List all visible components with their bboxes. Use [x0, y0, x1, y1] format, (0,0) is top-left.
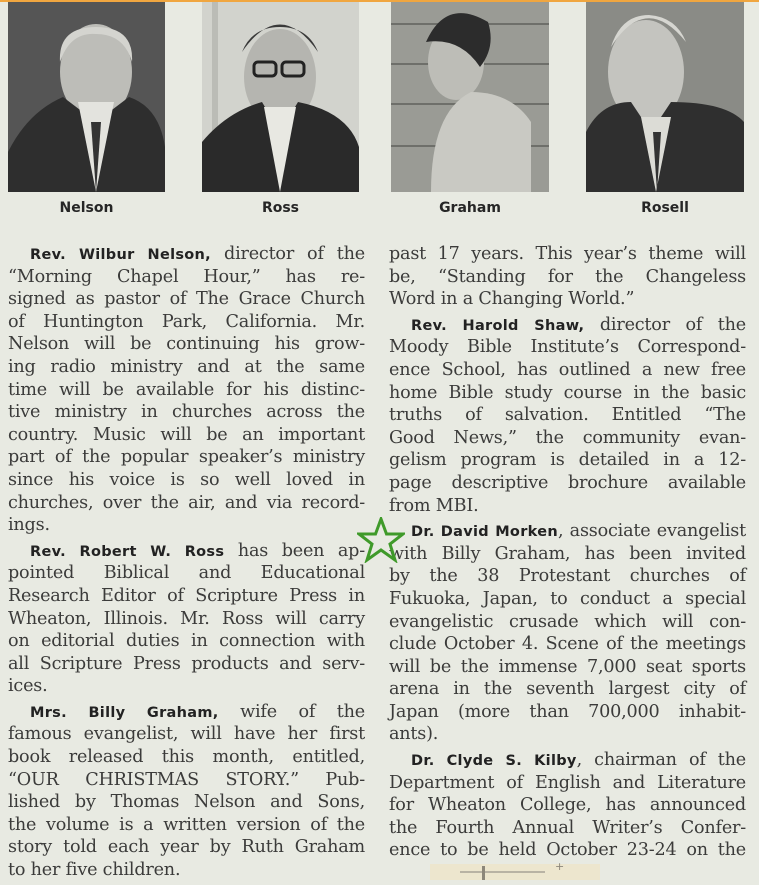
text-line: Japan (more than 700,000 inhabit-: [389, 701, 746, 722]
page-toolbar-overlay[interactable]: [430, 860, 600, 880]
text-line: churches, over the air, and via record-: [8, 492, 365, 513]
text-line: truths of salvation. Entitled “The: [389, 405, 746, 426]
text-run: , associate evangelist: [557, 521, 746, 542]
photo-caption: Graham: [439, 200, 501, 216]
zoom-slider-handle[interactable]: [482, 866, 485, 880]
left-column: [8, 243, 365, 885]
person-name: Dr. David Morken: [411, 524, 558, 541]
text-line: Good News,” the community evan-: [389, 427, 746, 448]
text-line: [389, 314, 746, 337]
text-line: Research Editor of Scripture Press in: [8, 585, 365, 606]
text-line: lished by Thomas Nelson and Sons,: [8, 792, 365, 813]
zoom-slider-track[interactable]: [460, 871, 545, 873]
text-line: Department of English and Literature: [389, 772, 746, 793]
text-line: gelism program is detailed in a 12-: [389, 450, 746, 471]
text-line: clude October 4. Scene of the meetings: [389, 634, 746, 655]
text-line: famous evangelist, will have her first: [8, 724, 365, 745]
text-line: Wheaton, Illinois. Mr. Ross will carry: [8, 608, 365, 629]
zoom-in-icon[interactable]: +: [555, 860, 565, 873]
text-line: signed as pastor of The Grace Church: [8, 289, 365, 310]
text-run: director of the: [210, 244, 365, 264]
text-line: all Scripture Press products and serv-: [8, 653, 365, 674]
text-line: ices.: [8, 676, 48, 697]
text-line: book released this month, entitled,: [8, 747, 365, 768]
text-line: page descriptive brochure available: [389, 472, 746, 493]
article-paragraph: [8, 243, 365, 537]
person-name: Mrs. Billy Graham,: [30, 704, 219, 721]
text-line: tive ministry in churches across the: [8, 402, 365, 423]
text-line: ants).: [389, 724, 439, 745]
text-run: director of the: [584, 314, 746, 335]
text-line: the volume is a written version of the: [8, 814, 365, 835]
text-line: “Morning Chapel Hour,” has re-: [8, 266, 365, 287]
text-line: [389, 749, 746, 772]
text-line: ence to be held October 23-24 on the: [389, 840, 746, 861]
text-line: will be the immense 7,000 seat sports: [389, 656, 746, 677]
text-line: [389, 520, 746, 543]
article-paragraph: [389, 243, 746, 311]
photo-caption: Rosell: [641, 200, 689, 216]
text-line: pointed Biblical and Educational: [8, 563, 365, 584]
text-run: has been ap-: [224, 540, 365, 561]
text-line: [8, 243, 365, 266]
text-line: with Billy Graham, has been invited: [389, 543, 746, 564]
text-run: wife of the: [218, 701, 366, 722]
photo-caption: Ross: [261, 200, 300, 216]
article-paragraph: [389, 749, 746, 862]
text-line: by the 38 Protestant churches of: [389, 566, 746, 587]
text-line: Moody Bible Institute’s Correspond-: [389, 337, 746, 358]
text-line: [8, 540, 365, 563]
photo-graham: [391, 2, 549, 192]
photo-nelson: [8, 2, 165, 192]
text-line: from MBI.: [389, 495, 479, 516]
photo-ross: [202, 2, 359, 192]
text-line: home Bible study course in the basic: [389, 382, 746, 403]
article-paragraph: [8, 540, 365, 698]
article-paragraph: [8, 701, 365, 882]
person-name: Dr. Clyde S. Kilby: [411, 753, 577, 770]
text-line: time will be available for his distinc-: [8, 379, 365, 400]
text-line: of Huntington Park, California. Mr.: [8, 311, 365, 332]
text-line: part of the popular speaker’s ministry: [8, 447, 365, 468]
right-column: [389, 243, 746, 865]
text-line: country. Music will be an important: [8, 424, 365, 445]
person-name: Rev. Wilbur Nelson,: [30, 247, 211, 263]
text-line: the Fourth Annual Writer’s Confer-: [389, 817, 746, 838]
text-line: “OUR CHRISTMAS STORY.” Pub-: [8, 769, 365, 790]
article-paragraph: [389, 314, 746, 517]
text-run: , chairman of the: [576, 750, 746, 771]
photo-rosell: [586, 2, 744, 192]
text-line: for Wheaton College, has announced: [389, 795, 746, 816]
text-line: ings.: [8, 515, 50, 536]
text-line: on editorial duties in connection with: [8, 631, 365, 652]
text-line: Fukuoka, Japan, to conduct a special: [389, 588, 746, 609]
text-line: evangelistic crusade which will con-: [389, 611, 746, 632]
text-line: Word in a Changing World.”: [389, 289, 635, 310]
text-line: to her five children.: [8, 860, 181, 881]
text-line: [8, 701, 365, 724]
text-line: ence School, has outlined a new free: [389, 359, 746, 380]
person-name: Rev. Harold Shaw,: [411, 317, 585, 334]
star-icon[interactable]: [357, 517, 405, 563]
text-line: story told each year by Ruth Graham: [8, 837, 365, 858]
text-line: past 17 years. This year’s theme will: [389, 244, 746, 264]
text-line: be, “Standing for the Changeless: [389, 266, 746, 287]
person-name: Rev. Robert W. Ross: [30, 543, 225, 560]
text-line: Nelson will be continuing his grow-: [8, 334, 365, 355]
text-line: since his voice is so well loved in: [8, 469, 365, 490]
article-paragraph: [389, 520, 746, 746]
photo-caption: Nelson: [59, 200, 114, 216]
text-line: ing radio ministry and at the same: [8, 356, 365, 377]
text-line: arena in the seventh largest city of: [389, 679, 746, 700]
